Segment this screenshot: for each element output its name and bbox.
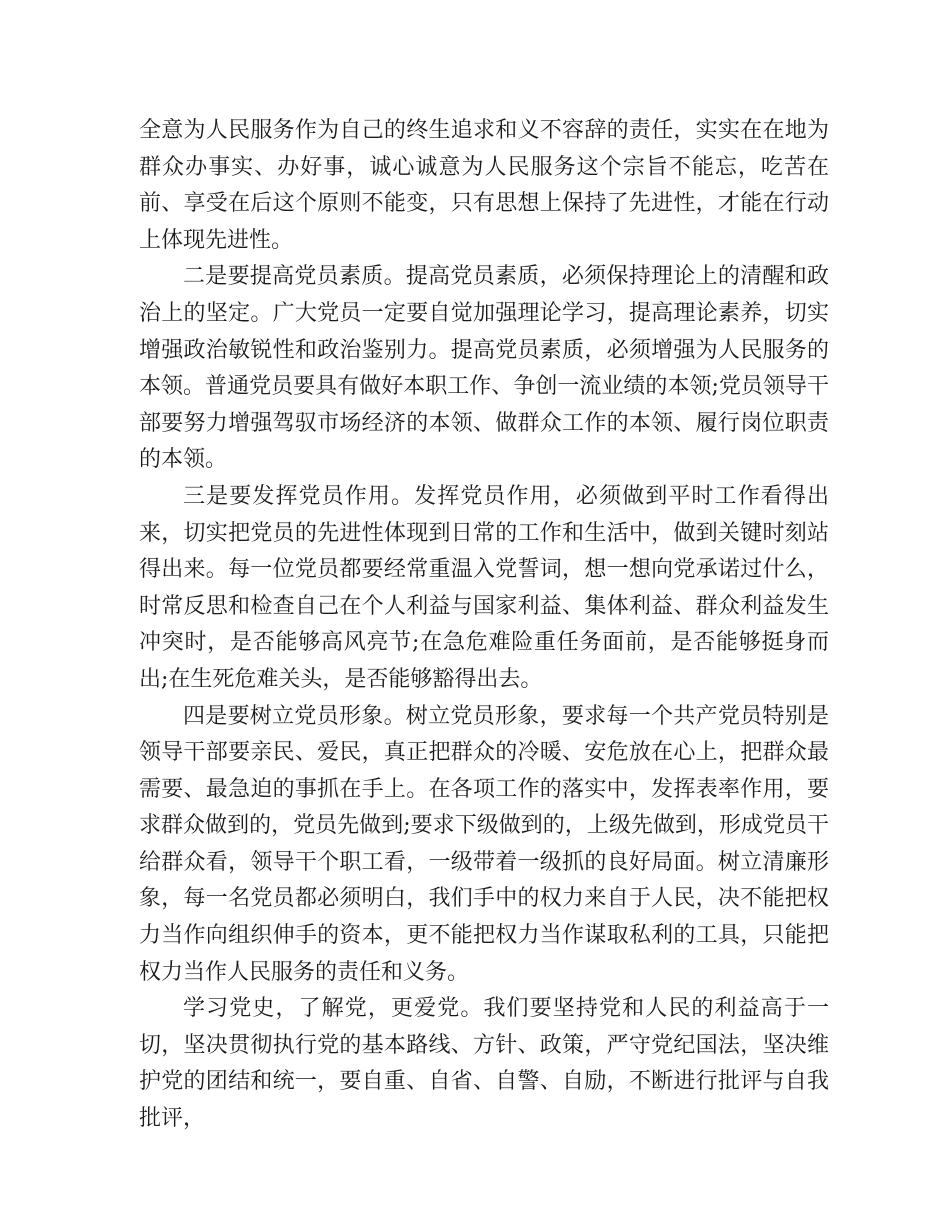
document-body bbox=[139, 113, 829, 1138]
paragraph-study-party-history: 学习党史，了解党，更爱党。我们要坚持党和人民的利益高于一切，坚决贯彻执行党的基本路线、方针、政策，严守党纪国法，坚决维护党的团结和统一，要自重、自省、自警、自励，不断进行批评与自我批评， bbox=[139, 996, 829, 1132]
paragraph-improve-quality: 二是要提高党员素质。提高党员素质，必须保持理论上的清醒和政治上的坚定。广大党员一定要自觉加强理论学习，提高理论素养，切实增强政治敏锐性和政治鉴别力。提高党员素质，必须增强为人民服务的本领。普通党员要具有做好本职工作、争创一流业绩的本领;党员领导干部要努力增强驾驭市场经济的本领、做群众工作的本领、履行岗位职责的本领。 bbox=[139, 264, 829, 473]
paragraph-play-role: 三是要发挥党员作用。发挥党员作用，必须做到平时工作看得出来，切实把党员的先进性体现到日常的工作和生活中，做到关键时刻站得出来。每一位党员都要经常重温入党誓词，想一想向党承诺过什么，时常反思和检查自己在个人利益与国家利益、集体利益、群众利益发生冲突时，是否能够高风亮节;在急危难险重任务面前，是否能够挺身而出;在生死危难关头，是否能够豁得出去。 bbox=[139, 483, 829, 692]
paragraph-continuation: 全意为人民服务作为自己的终生追求和义不容辞的责任，实实在在地为群众办事实、办好事，诚心诚意为人民服务这个宗旨不能忘，吃苦在前、享受在后这个原则不能变，只有思想上保持了先进性，才能在行动上体现先进性。 bbox=[139, 118, 829, 253]
paragraph-establish-image: 四是要树立党员形象。树立党员形象，要求每一个共产党员特别是领导干部要亲民、爱民，真正把群众的冷暖、安危放在心上，把群众最需要、最急迫的事抓在手上。在各项工作的落实中，发挥表率作用，要求群众做到的，党员先做到;要求下级做到的，上级先做到，形成党员干给群众看，领导干个职工看，一级带着一级抓的良好局面。树立清廉形象，每一名党员都必须明白，我们手中的权力来自于人民，决不能把权力当作向组织伸手的资本，更不能把权力当作谋取私利的工具，只能把权力当作人民服务的责任和义务。 bbox=[139, 703, 829, 985]
